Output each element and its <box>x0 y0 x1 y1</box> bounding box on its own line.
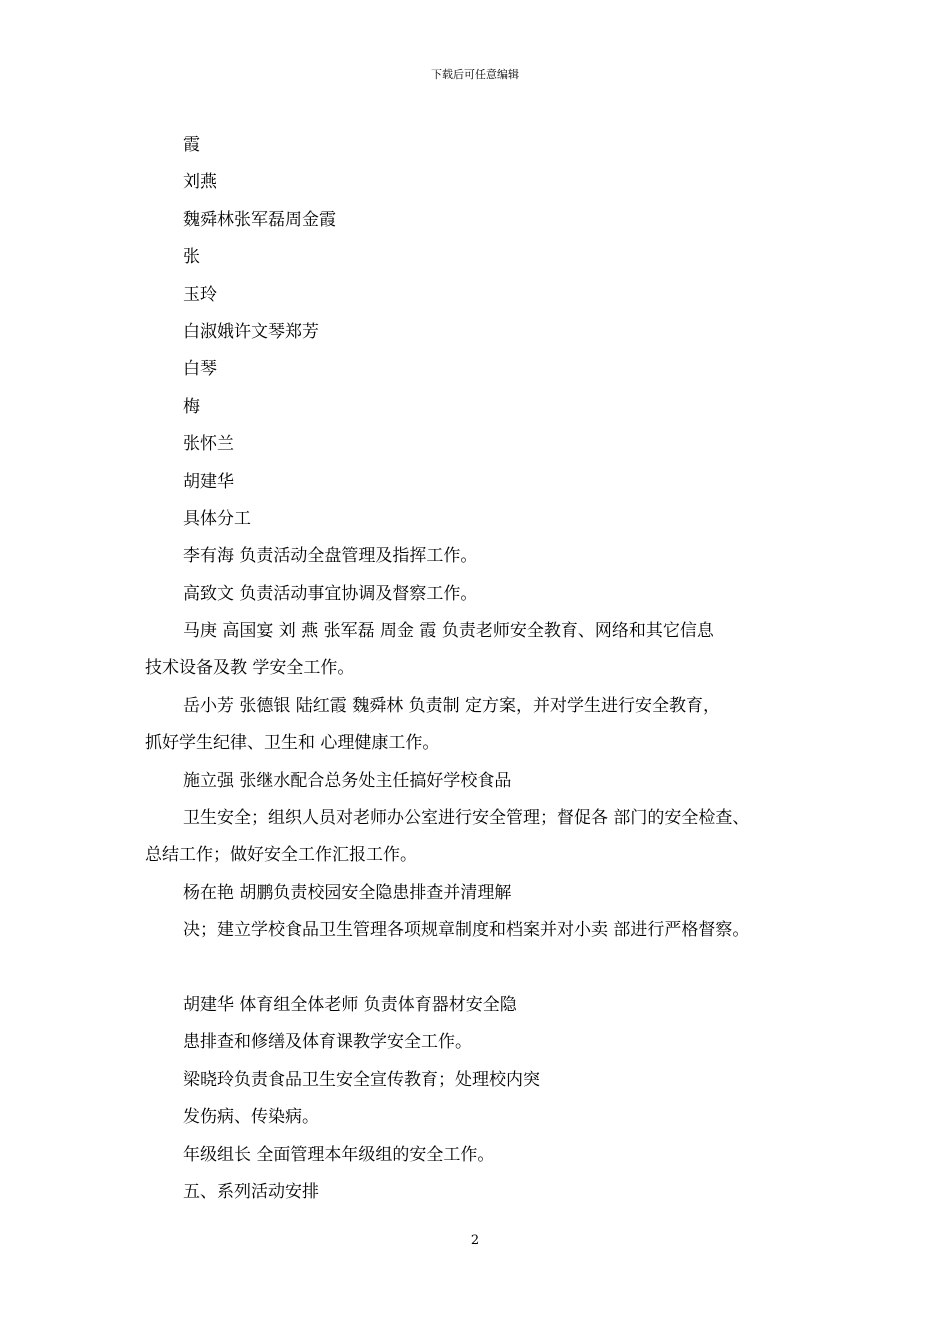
text-line: 霞 <box>183 135 200 155</box>
text-line: 魏舜林张军磊周金霞 <box>183 209 336 230</box>
section-heading: 五、系列活动安排 <box>183 1181 319 1202</box>
text-line: 杨在艳 胡鹏负责校园安全隐患排查并清理解 <box>183 882 512 903</box>
text-line: 年级组长 全面管理本年级组的安全工作。 <box>183 1144 495 1165</box>
text-line: 张 <box>183 247 200 268</box>
text-line: 施立强 张继水配合总务处主任搞好学校食品 <box>183 770 512 791</box>
text-line: 卫生安全；组织人员对老师办公室进行安全管理；督促各 部门的安全检查、 <box>183 808 750 829</box>
text-line: 梁晓玲负责食品卫生安全宣传教育；处理校内突 <box>183 1069 540 1090</box>
text-line: 白淑娥许文琴郑芳 <box>183 321 319 342</box>
document-body <box>145 127 825 1211</box>
page-header: 下载后可任意编辑 <box>431 68 519 81</box>
text-line: 马庚 高国宴 刘 燕 张军磊 周金 霞 负责老师安全教育、网络和其它信息 <box>183 621 714 642</box>
text-line: 张怀兰 <box>183 434 234 455</box>
text-line-continuation: 抓好学生纪律、卫生和 心理健康工作。 <box>145 733 440 754</box>
text-line: 决；建立学校食品卫生管理各项规章制度和档案并对小卖 部进行严格督察。 <box>183 920 750 941</box>
text-line-continuation: 总结工作；做好安全工作汇报工作。 <box>145 845 417 866</box>
text-line: 胡建华 <box>183 471 234 492</box>
text-line: 玉玲 <box>183 284 217 305</box>
section-heading: 具体分工 <box>183 508 251 529</box>
text-line: 李有海 负责活动全盘管理及指挥工作。 <box>183 546 478 567</box>
text-line: 白琴 <box>183 359 217 380</box>
text-line: 岳小芳 张德银 陆红霞 魏舜林 负责制 定方案，并对学生进行安全教育， <box>183 695 721 716</box>
text-line: 胡建华 体育组全体老师 负责体育器材安全隐 <box>183 994 517 1015</box>
text-line: 高致文 负责活动事宜协调及督察工作。 <box>183 583 478 604</box>
page-number: 2 <box>470 1233 480 1248</box>
text-line: 患排查和修缮及体育课教学安全工作。 <box>183 1032 472 1053</box>
blank-line <box>145 950 825 987</box>
text-line-continuation: 技术设备及教 学安全工作。 <box>145 658 355 679</box>
text-line: 发伤病、传染病。 <box>183 1107 319 1128</box>
text-line: 梅 <box>183 396 200 417</box>
text-line: 刘燕 <box>183 172 217 193</box>
